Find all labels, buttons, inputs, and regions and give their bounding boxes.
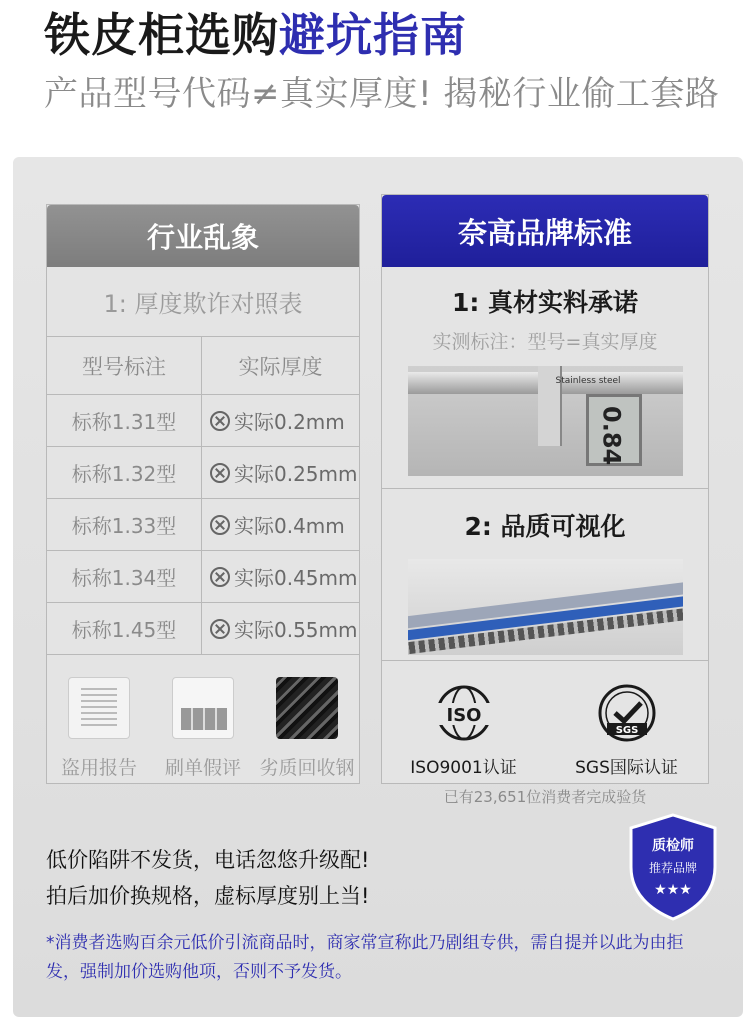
section-title: 2: 品质可视化 [464,512,626,541]
iso-icon [432,681,496,745]
actual-cell: 实际0.25mm [202,447,359,498]
section-title: 1: 真材实料承诺 [451,288,639,317]
table-row [47,395,359,447]
cross-circle-icon [210,463,230,483]
badge-caption: SGS国际认证 [575,758,678,778]
chaos-item [257,677,357,780]
table-row [47,603,359,655]
model-cell: 标称1.45型 [47,603,202,654]
caliper-label: Stainless steel [555,376,621,386]
measured-note: 实测标注：型号=真实厚度 [432,331,658,353]
column-header-actual: 实际厚度 [238,354,323,379]
chaos-caption: 刷单假评 [164,757,241,779]
verified-count: 已有23,651位消费者完成验货 [443,788,647,806]
fake-review-icon [172,677,234,739]
model-cell: 标称1.33型 [47,499,202,550]
svg-text:SGS: SGS [615,725,638,736]
quality-visual-section [382,489,708,661]
page-title: 铁皮柜选购避坑指南 [44,8,467,62]
cross-circle-icon [210,567,230,587]
model-cell: 标称1.34型 [47,551,202,602]
svg-text:推荐品牌: 推荐品牌 [648,861,698,875]
claim-line: 低价陷阱不发货，电话忽悠升级配! [46,848,370,872]
actual-cell: 实际0.45mm [202,551,359,602]
cross-circle-icon [210,515,230,535]
table-row [47,551,359,603]
scrap-steel-icon [276,677,338,739]
table-header-row [47,337,359,395]
comparison-panel [13,157,743,1017]
claim-line: 拍后加价换规格，虚标厚度别上当! [46,884,370,908]
chaos-item [49,677,149,780]
svg-text:ISO: ISO [446,705,481,726]
svg-text:★★★: ★★★ [654,882,692,898]
model-cell: 标称1.32型 [47,447,202,498]
disclaimer-note: *消费者选购百余元低价引流商品时，商家常宣称此乃剧组专供，需自提并以此为由拒发，强制加价选购他项，否则不予发货。 [46,933,684,982]
brand-standard-column [381,194,709,806]
warning-claims [46,842,369,914]
fraud-table-title: 1: 厚度欺诈对照表 [47,267,359,337]
svg-text:质检师: 质检师 [652,838,694,854]
industry-chaos-heading: 行业乱象 [47,205,359,267]
industry-chaos-column [46,204,360,784]
cross-circle-icon [210,619,230,639]
model-cell: 标称1.31型 [47,395,202,446]
column-header-model: 型号标注 [47,337,202,394]
actual-cell: 实际0.4mm [202,499,359,550]
actual-cell: 实际0.55mm [202,603,359,654]
cross-circle-icon [210,411,230,431]
table-row [47,499,359,551]
chaos-item [153,677,253,780]
caliper-photo [408,366,683,476]
chaos-icons-row [47,655,359,780]
genuine-material-section [382,267,708,489]
brand-standard-heading: 奈高品牌标准 [382,195,708,267]
sgs-icon [595,681,659,745]
iso-badge [394,681,534,778]
header [44,4,734,118]
steel-edge-photo [408,559,683,655]
sgs-badge [557,681,697,778]
cert-badges [382,661,708,778]
inspector-shield-icon [627,812,719,922]
caliper-reading: 0.84 [597,406,626,466]
page-subtitle: 产品型号代码≠真实厚度! 揭秘行业偷工套路 [44,74,720,114]
actual-cell: 实际0.2mm [202,395,359,446]
table-row [47,447,359,499]
chaos-caption: 盗用报告 [60,757,137,779]
chaos-caption: 劣质回收钢 [259,757,355,779]
badge-caption: ISO9001认证 [410,758,517,778]
report-document-icon [68,677,130,739]
